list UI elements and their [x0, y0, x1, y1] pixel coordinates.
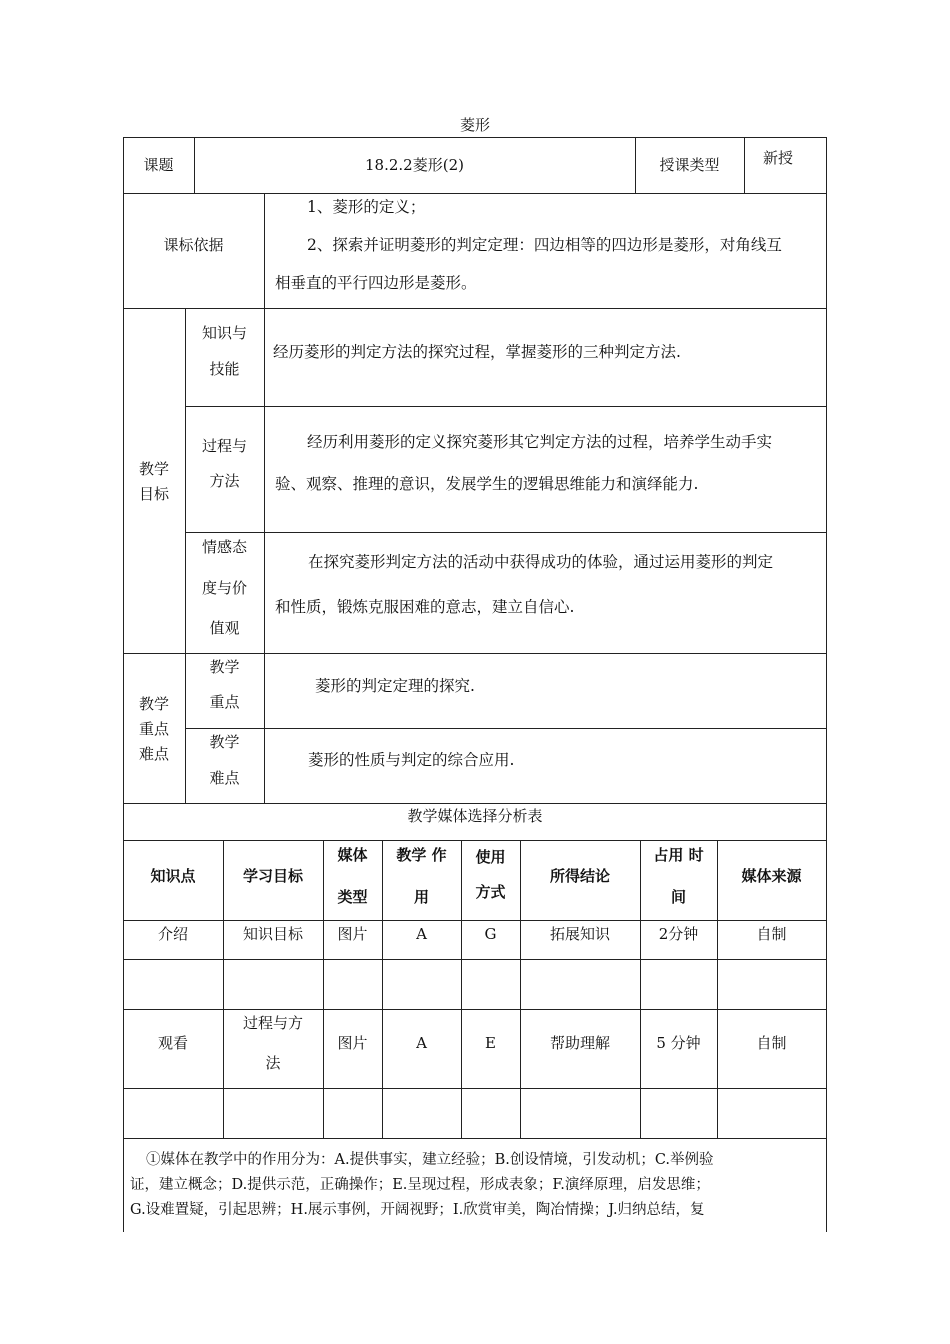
col-header-time-1: 占用 时: [653, 846, 704, 864]
grid-line: [323, 840, 324, 1138]
difficulty-text: 菱形的性质与判定的综合应用.: [308, 751, 515, 769]
process-label-1: 过程与: [201, 437, 247, 455]
knowledge-label-1: 知识与: [201, 324, 247, 342]
keypoints-label-1: 教学: [138, 695, 169, 713]
process-line-1: 经历利用菱形的定义探究菱形其它判定方法的过程，培养学生动手实: [307, 433, 773, 451]
knowledge-label-2: 技能: [209, 360, 240, 378]
col-header-type-2: 类型: [337, 888, 368, 906]
grid-line: [123, 1009, 827, 1010]
row1-point: 介绍: [157, 925, 188, 943]
row3-result: 帮助理解: [549, 1034, 610, 1052]
row3-role: A: [416, 1034, 427, 1052]
focus-label-1: 教学: [209, 658, 240, 676]
document-title: 菱形: [459, 116, 490, 134]
col-header-type-1: 媒体: [337, 846, 368, 864]
grid-line: [123, 840, 827, 841]
row1-goal: 知识目标: [242, 925, 303, 943]
footnote-line-2: 证，建立概念；D.提供示范，正确操作；E.呈现过程，形成表象；F.演绎原理，启发思维；: [130, 1177, 710, 1193]
topic-label: 课题: [143, 156, 174, 174]
table-left-border: [123, 137, 124, 1232]
media-table-title: 教学媒体选择分析表: [407, 807, 543, 825]
col-header-source: 媒体来源: [741, 867, 802, 885]
lesson-type-label: 授课类型: [659, 156, 720, 174]
emotion-label-3: 值观: [209, 619, 240, 637]
topic-value: 18.2.2菱形(2): [365, 156, 464, 174]
footnote-line-3: G.设难置疑，引起思辨；H.展示事例，开阔视野；I.欣赏审美，陶冶情操；J.归纳总结，复: [130, 1202, 705, 1218]
col-header-goal: 学习目标: [242, 867, 303, 885]
row1-source: 自制: [756, 925, 787, 943]
col-header-role-2: 用: [413, 888, 429, 906]
row3-goal-1: 过程与方: [242, 1014, 303, 1032]
process-text: [275, 420, 772, 506]
knowledge-text: 经历菱形的判定方法的探究过程，掌握菱形的三种判定方法.: [273, 343, 681, 361]
grid-line: [123, 308, 827, 309]
emotion-line-1: 在探究菱形判定方法的活动中获得成功的体验，通过运用菱形的判定: [308, 553, 774, 571]
grid-line: [382, 840, 383, 1138]
row3-time: 5 分钟: [656, 1034, 701, 1052]
row3-goal-2: 法: [265, 1054, 281, 1072]
objectives-label-2: 目标: [138, 485, 169, 503]
grid-line: [123, 920, 827, 921]
grid-line: [185, 532, 827, 533]
col-header-point: 知识点: [150, 867, 196, 885]
grid-line: [185, 406, 827, 407]
col-header-role-1: 教学 作: [396, 846, 447, 864]
grid-line: [185, 728, 827, 729]
emotion-label-1: 情感态: [201, 538, 247, 556]
lesson-type-value: 新授: [762, 149, 793, 167]
row3-source: 自制: [756, 1034, 787, 1052]
row1-use: G: [484, 925, 497, 943]
col-header-use-2: 方式: [475, 883, 506, 901]
grid-line: [123, 959, 827, 960]
keypoints-label-3: 难点: [138, 745, 169, 763]
footnote-line-1: ①媒体在教学中的作用分为：A.提供事实，建立经验；B.创设情境，引发动机；C.举例验: [146, 1152, 714, 1168]
emotion-label-2: 度与价: [201, 579, 247, 597]
standards-line-3: 相垂直的平行四边形是菱形。: [275, 274, 477, 292]
grid-line: [123, 1138, 827, 1139]
row3-type: 图片: [337, 1034, 368, 1052]
focus-text: 菱形的判定定理的探究.: [315, 677, 475, 695]
focus-label-2: 重点: [209, 693, 240, 711]
difficulty-label-2: 难点: [209, 769, 240, 787]
row1-result: 拓展知识: [549, 925, 610, 943]
row1-time: 2分钟: [658, 925, 699, 943]
col-header-time-2: 间: [670, 888, 686, 906]
standards-content: [275, 185, 782, 305]
keypoints-label-2: 重点: [138, 720, 169, 738]
col-header-use-1: 使用: [475, 848, 506, 866]
grid-line: [123, 653, 827, 654]
grid-line: [123, 1088, 827, 1089]
grid-line: [640, 840, 641, 1138]
row3-use: E: [485, 1034, 496, 1052]
objectives-label-1: 教学: [138, 460, 169, 478]
col-header-result: 所得结论: [549, 867, 610, 885]
emotion-text: [275, 540, 773, 629]
process-line-2: 验、观察、推理的意识，发展学生的逻辑思维能力和演绎能力.: [275, 475, 699, 493]
grid-line: [264, 193, 265, 308]
row1-type: 图片: [337, 925, 368, 943]
table-right-border: [826, 137, 827, 1232]
difficulty-label-1: 教学: [209, 733, 240, 751]
emotion-line-2: 和性质，锻炼克服困难的意志，建立自信心.: [275, 598, 575, 616]
standards-label: 课标依据: [163, 236, 224, 254]
process-label-2: 方法: [209, 472, 240, 490]
grid-line: [123, 803, 827, 804]
standards-line-2: 2、探索并证明菱形的判定定理：四边相等的四边形是菱形，对角线互: [307, 236, 782, 254]
media-footnote: [130, 1148, 714, 1223]
standards-line-1: 1、菱形的定义；: [307, 198, 426, 216]
row1-role: A: [416, 925, 427, 943]
table-top-border: [123, 137, 827, 138]
row3-point: 观看: [157, 1034, 188, 1052]
